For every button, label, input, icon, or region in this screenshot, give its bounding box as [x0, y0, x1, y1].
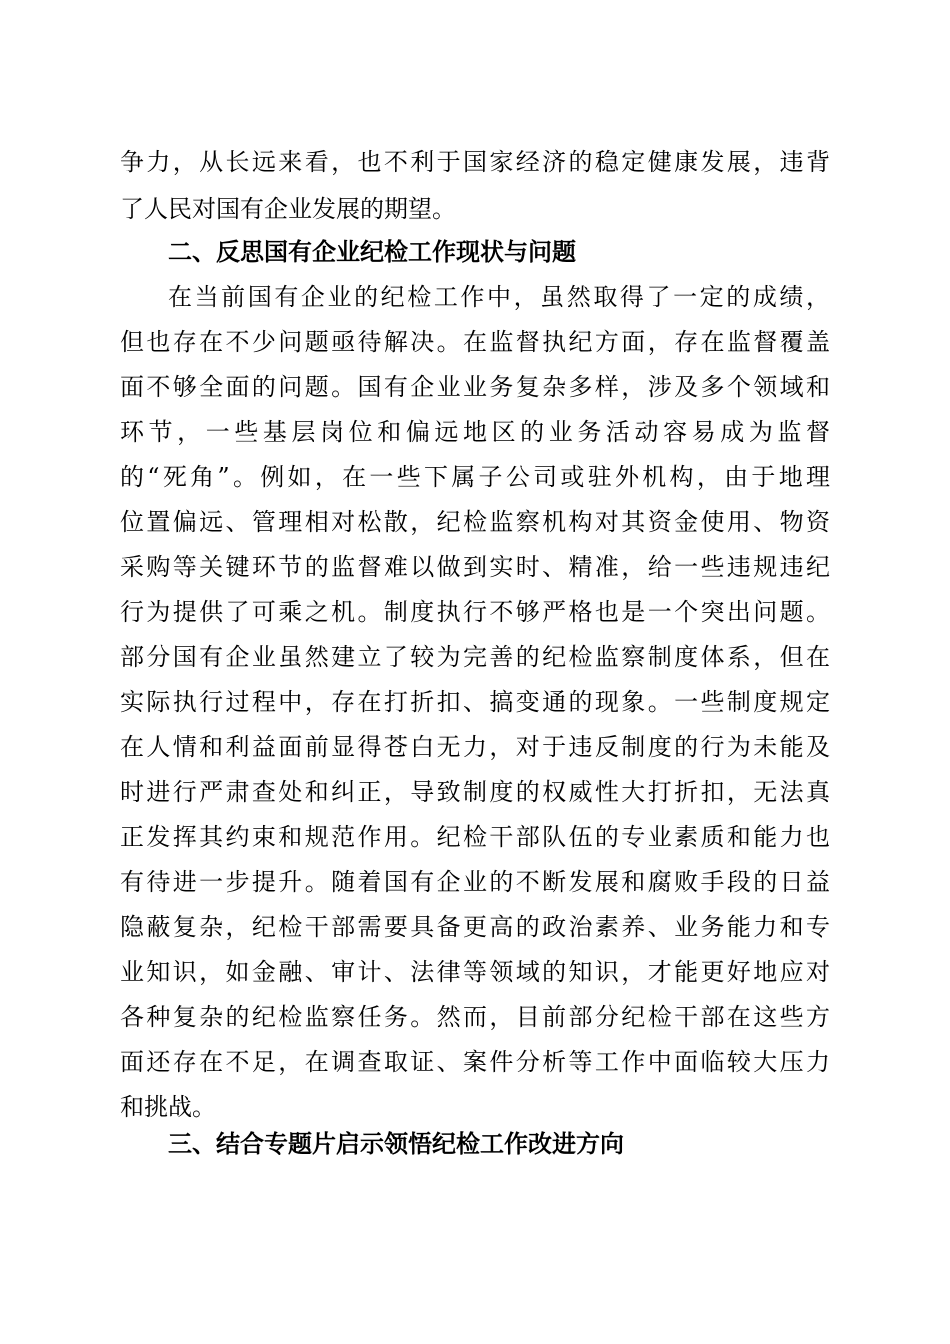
paragraph-line: 面还存在不足，在调查取证、案件分析等工作中面临较大压力 [120, 1048, 830, 1076]
paragraph-line: 行为提供了可乘之机。制度执行不够严格也是一个突出问题。 [120, 598, 830, 626]
paragraph-line: 环节，一些基层岗位和偏远地区的业务活动容易成为监督 [120, 418, 830, 446]
paragraph-line: 各种复杂的纪检监察任务。然而，目前部分纪检干部在这些方 [120, 1003, 830, 1031]
paragraph-line: 业知识，如金融、审计、法律等领域的知识，才能更好地应对 [120, 958, 830, 986]
paragraph-line: 在当前国有企业的纪检工作中，虽然取得了一定的成绩， [168, 283, 830, 311]
paragraph-line: 位置偏远、管理相对松散，纪检监察机构对其资金使用、物资 [120, 508, 830, 536]
paragraph-line: 和挑战。 [120, 1093, 216, 1121]
paragraph-line: 时进行严肃查处和纠正，导致制度的权威性大打折扣，无法真 [120, 778, 830, 806]
paragraph-line: 部分国有企业虽然建立了较为完善的纪检监察制度体系，但在 [120, 643, 830, 671]
paragraph-line: 正发挥其约束和规范作用。纪检干部队伍的专业素质和能力也 [120, 823, 830, 851]
paragraph-line: 的“死角”。例如，在一些下属子公司或驻外机构，由于地理 [120, 463, 830, 491]
paragraph-line: 争力，从长远来看，也不利于国家经济的稳定健康发展，违背 [120, 148, 830, 176]
paragraph-line: 了人民对国有企业发展的期望。 [120, 195, 456, 223]
paragraph-line: 有待进一步提升。随着国有企业的不断发展和腐败手段的日益 [120, 868, 830, 896]
paragraph-line: 面不够全面的问题。国有企业业务复杂多样，涉及多个领域和 [120, 373, 830, 401]
section-heading-2: 二、反思国有企业纪检工作现状与问题 [168, 238, 576, 266]
paragraph-line: 在人情和利益面前显得苍白无力，对于违反制度的行为未能及 [120, 733, 830, 761]
paragraph-line: 实际执行过程中，存在打折扣、搞变通的现象。一些制度规定 [120, 688, 830, 716]
paragraph-line: 但也存在不少问题亟待解决。在监督执纪方面，存在监督覆盖 [120, 328, 830, 356]
paragraph-line: 隐蔽复杂，纪检干部需要具备更高的政治素养、业务能力和专 [120, 913, 830, 941]
section-heading-3: 三、结合专题片启示领悟纪检工作改进方向 [168, 1130, 624, 1158]
paragraph-line: 采购等关键环节的监督难以做到实时、精准，给一些违规违纪 [120, 553, 830, 581]
